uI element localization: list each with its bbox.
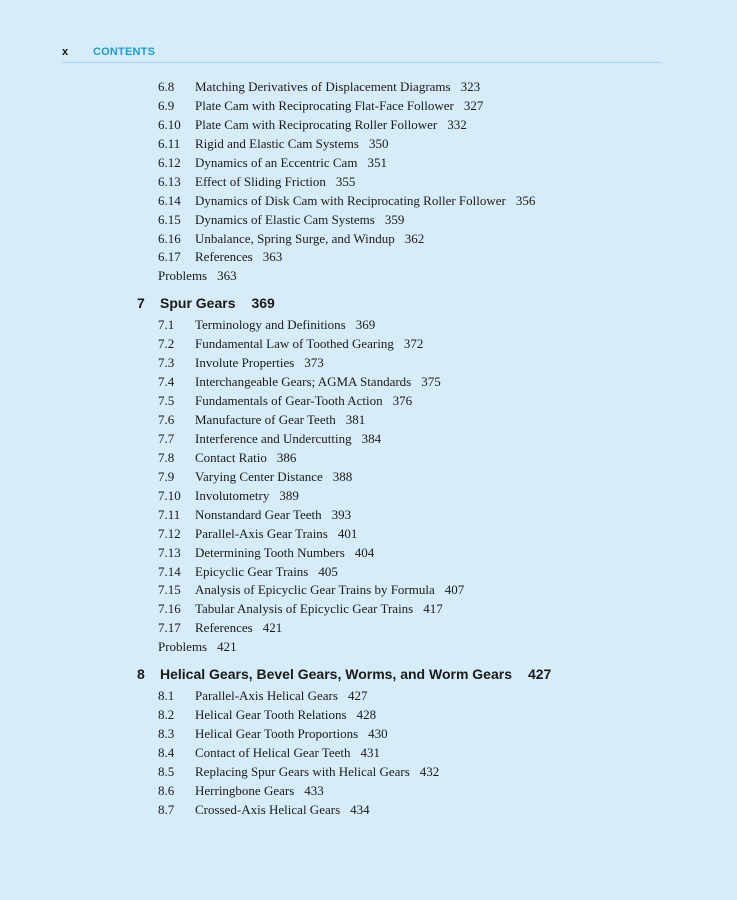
- section-page: 376: [392, 393, 413, 409]
- section-title: Involute Properties: [195, 355, 295, 371]
- toc-entry[interactable]: [0, 600, 737, 619]
- section-number: 7.8: [158, 449, 175, 465]
- toc-entry[interactable]: [0, 116, 737, 135]
- toc-entry[interactable]: [0, 706, 737, 725]
- chapter-page: 369: [251, 295, 275, 312]
- section-number: 6.10: [158, 116, 181, 132]
- section-page: 389: [279, 487, 299, 503]
- section-page: 332: [447, 116, 467, 132]
- section-page: 433: [304, 782, 324, 798]
- section-title: Rigid and Elastic Cam Systems: [195, 135, 359, 151]
- chapter-page: 427: [527, 666, 552, 683]
- section-number: 7.4: [158, 374, 175, 390]
- section-page: 355: [335, 173, 356, 189]
- toc-entry[interactable]: [0, 211, 737, 230]
- section-page: 427: [347, 688, 368, 704]
- section-title: Contact of Helical Gear Teeth: [195, 745, 351, 760]
- section-number: 8.1: [158, 688, 175, 704]
- toc-entry[interactable]: [0, 468, 737, 487]
- section-number: 6.11: [158, 135, 181, 151]
- section-title: Fundamental Law of Toothed Gearing: [195, 336, 394, 352]
- chapter-heading-7[interactable]: [0, 290, 737, 316]
- toc-entry[interactable]: [0, 544, 737, 563]
- section-number: 7.12: [158, 525, 181, 541]
- section-number: 8.6: [158, 782, 175, 798]
- section-title: Analysis of Epicyclic Gear Trains by Formula: [195, 582, 435, 598]
- section-title: Involutometry: [195, 487, 270, 503]
- section-number: 7.10: [158, 487, 181, 503]
- section-page: 431: [360, 745, 381, 760]
- section-number: 7.1: [158, 317, 175, 333]
- section-number: 7.9: [158, 468, 175, 484]
- section-title: Crossed-Axis Helical Gears: [195, 801, 341, 817]
- toc-entry[interactable]: [0, 430, 737, 449]
- section-number: 6.14: [158, 192, 181, 208]
- section-page: 421: [262, 620, 283, 636]
- section-page: 359: [384, 211, 405, 227]
- section-page: 362: [404, 230, 425, 246]
- toc-entry[interactable]: [0, 581, 737, 600]
- section-page: 351: [367, 154, 387, 170]
- toc-entry[interactable]: [0, 248, 737, 267]
- section-title: Manufacture of Gear Teeth: [195, 412, 336, 427]
- section-page: 417: [423, 601, 443, 617]
- toc-problems[interactable]: [0, 638, 737, 657]
- section-number: 6.13: [158, 173, 181, 189]
- section-number: 6.16: [158, 230, 181, 246]
- section-number: 7.15: [158, 582, 181, 598]
- toc-entry[interactable]: [0, 135, 737, 154]
- section-page: 381: [345, 412, 366, 427]
- section-number: 7.6: [158, 412, 175, 427]
- toc-entry[interactable]: [0, 173, 737, 192]
- section-page: 393: [331, 506, 352, 522]
- toc-entry[interactable]: [0, 687, 737, 706]
- section-title: Terminology and Definitions: [195, 317, 346, 333]
- section-title: Dynamics of Disk Cam with Reciprocating Roller Follower: [195, 192, 506, 208]
- section-title: Epicyclic Gear Trains: [195, 563, 309, 579]
- section-title: Interference and Undercutting: [195, 430, 352, 446]
- section-page: 323: [460, 79, 481, 94]
- running-head: CONTENTS: [93, 46, 156, 58]
- section-title: Contact Ratio: [195, 449, 267, 465]
- section-title: Herringbone Gears: [195, 782, 295, 798]
- section-page: 384: [361, 430, 382, 446]
- toc-entry[interactable]: [0, 411, 737, 430]
- section-title: Helical Gear Tooth Proportions: [195, 726, 359, 742]
- toc-entry[interactable]: [0, 316, 737, 335]
- toc-entry[interactable]: [0, 563, 737, 582]
- section-title: Plate Cam with Reciprocating Flat-Face Follower: [195, 97, 454, 113]
- toc-entry[interactable]: [0, 335, 737, 354]
- page-header: [62, 45, 661, 63]
- section-number: 8.3: [158, 726, 175, 742]
- section-number: 6.15: [158, 211, 181, 227]
- toc-entry[interactable]: [0, 392, 737, 411]
- toc-entry[interactable]: [0, 78, 737, 97]
- section-page: 428: [356, 707, 377, 723]
- section-number: 7.5: [158, 393, 175, 409]
- section-title: Nonstandard Gear Teeth: [195, 506, 322, 522]
- section-number: 7.2: [158, 336, 175, 352]
- section-page: 407: [444, 582, 465, 598]
- section-page: 356: [515, 192, 536, 208]
- chapter-title: Helical Gears, Bevel Gears, Worms, and Worm Gears: [160, 666, 512, 683]
- problems-title: Problems: [158, 639, 208, 655]
- toc-entry[interactable]: [0, 354, 737, 373]
- problems-page: 421: [217, 639, 237, 655]
- toc-problems[interactable]: [0, 267, 737, 286]
- section-title: References: [195, 249, 253, 265]
- section-number: 7.14: [158, 563, 181, 579]
- section-title: Effect of Sliding Friction: [195, 173, 326, 189]
- section-page: 369: [355, 317, 376, 333]
- section-title: Dynamics of Elastic Cam Systems: [195, 211, 375, 227]
- section-page: 430: [368, 726, 388, 742]
- toc-entry[interactable]: [0, 525, 737, 544]
- toc-entry[interactable]: [0, 487, 737, 506]
- section-number: 6.17: [158, 249, 181, 265]
- section-page: 405: [318, 563, 338, 579]
- toc-entry[interactable]: [0, 763, 737, 782]
- section-page: 372: [403, 336, 424, 352]
- chapter-number: 7: [137, 295, 145, 312]
- toc-entry[interactable]: [0, 154, 737, 173]
- toc-entry[interactable]: [0, 744, 737, 763]
- chapter-number: 8: [137, 666, 145, 683]
- section-page: 401: [337, 525, 358, 541]
- toc-entry[interactable]: [0, 373, 737, 392]
- section-title: Helical Gear Tooth Relations: [195, 707, 347, 723]
- section-title: Parallel-Axis Helical Gears: [195, 688, 338, 704]
- section-page: 327: [463, 97, 484, 113]
- section-title: Plate Cam with Reciprocating Roller Follower: [195, 116, 438, 132]
- toc-entry[interactable]: [0, 449, 737, 468]
- page-number: x: [62, 46, 69, 58]
- section-title: Determining Tooth Numbers: [195, 544, 345, 560]
- section-page: 386: [276, 449, 297, 465]
- section-number: 6.12: [158, 154, 181, 170]
- section-number: 8.4: [158, 745, 175, 760]
- toc-entry[interactable]: [0, 725, 737, 744]
- section-page: 432: [419, 763, 440, 779]
- section-number: 8.5: [158, 763, 175, 779]
- section-number: 8.7: [158, 801, 175, 817]
- toc-entry[interactable]: [0, 192, 737, 211]
- section-number: 7.16: [158, 601, 181, 617]
- section-page: 375: [421, 374, 441, 390]
- section-number: 7.11: [158, 506, 181, 522]
- section-number: 6.9: [158, 97, 175, 113]
- section-number: 6.8: [158, 79, 175, 94]
- toc-entry[interactable]: [0, 619, 737, 638]
- chapter-heading-8[interactable]: [0, 661, 737, 687]
- problems-title: Problems: [158, 268, 208, 284]
- section-title: Matching Derivatives of Displacement Diagrams: [195, 79, 451, 94]
- section-number: 7.17: [158, 620, 181, 636]
- section-page: 388: [332, 468, 353, 484]
- section-title: Replacing Spur Gears with Helical Gears: [195, 763, 410, 779]
- section-number: 7.3: [158, 355, 175, 371]
- section-number: 8.2: [158, 707, 175, 723]
- section-page: 434: [350, 801, 370, 817]
- toc-entry[interactable]: [0, 506, 737, 525]
- section-title: Interchangeable Gears; AGMA Standards: [195, 374, 412, 390]
- section-title: Varying Center Distance: [195, 468, 323, 484]
- section-title: Parallel-Axis Gear Trains: [195, 525, 328, 541]
- toc-entry[interactable]: [0, 97, 737, 116]
- section-title: Fundamentals of Gear-Tooth Action: [195, 393, 383, 409]
- section-title: Unbalance, Spring Surge, and Windup: [195, 230, 395, 246]
- toc-entry[interactable]: [0, 782, 737, 801]
- section-title: Dynamics of an Eccentric Cam: [195, 154, 358, 170]
- section-title: Tabular Analysis of Epicyclic Gear Trains: [195, 601, 414, 617]
- section-page: 363: [262, 249, 283, 265]
- chapter-title: Spur Gears: [160, 295, 236, 312]
- section-page: 350: [368, 135, 389, 151]
- section-page: 373: [304, 355, 324, 371]
- section-number: 7.7: [158, 430, 175, 446]
- toc-entry[interactable]: [0, 230, 737, 249]
- section-number: 7.13: [158, 544, 181, 560]
- table-of-contents: [0, 78, 737, 820]
- problems-page: 363: [217, 268, 237, 284]
- section-title: References: [195, 620, 253, 636]
- toc-entry[interactable]: [0, 801, 737, 820]
- section-page: 404: [354, 544, 375, 560]
